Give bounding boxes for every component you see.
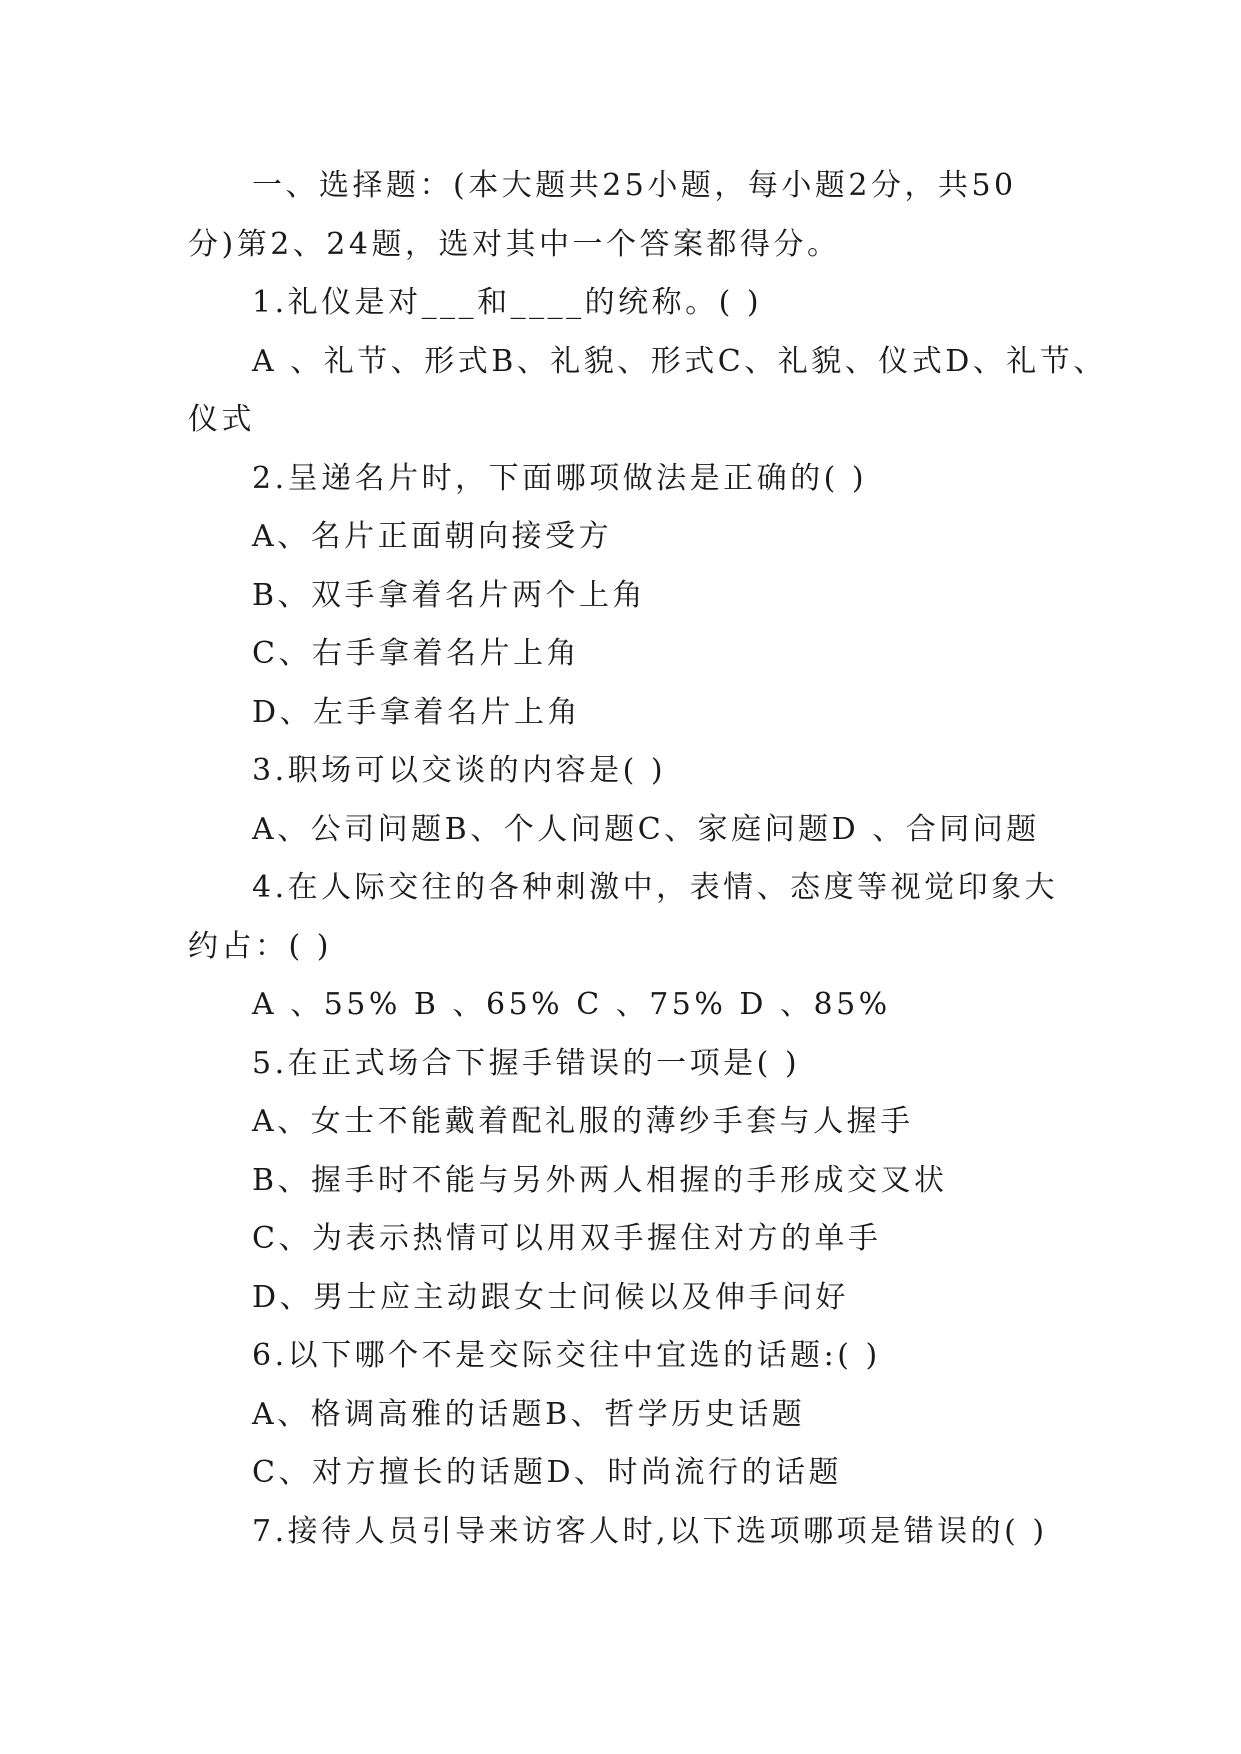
question-5-option-a: A、女士不能戴着配礼服的薄纱手套与人握手 xyxy=(252,1104,914,1139)
question-3-options: A、公司问题B、个人问题C、家庭问题D 、合同问题 xyxy=(252,811,1040,847)
question-7: 7.接待人员引导来访客人时,以下选项哪项是错误的( ) xyxy=(252,1513,1048,1549)
question-3: 3.职场可以交谈的内容是( ) xyxy=(252,753,667,788)
question-2: 2.呈递名片时，下面哪项做法是正确的( ) xyxy=(252,460,868,496)
section-heading-line-1: 一、选择题：(本大题共25小题，每小题2分，共50 xyxy=(252,168,1017,203)
question-5: 5.在正式场合下握手错误的一项是( ) xyxy=(252,1045,801,1081)
section-heading-line-2: 分)第2、24题，选对其中一个答案都得分。 xyxy=(188,226,841,262)
question-1-options-line-1: A 、礼节、形式B、礼貌、形式C、礼貌、仪式D、礼节、 xyxy=(252,343,1107,379)
question-2-option-b: B、双手拿着名片两个上角 xyxy=(252,577,647,613)
question-2-option-d: D、左手拿着名片上角 xyxy=(252,694,582,730)
question-4-options: A 、55% B 、65% C 、75% D 、85% xyxy=(252,987,891,1022)
question-5-option-c: C、为表示热情可以用双手握住对方的单手 xyxy=(252,1221,882,1256)
question-1-options-line-2: 仪式 xyxy=(188,402,255,437)
question-6: 6.以下哪个不是交际交往中宜选的话题:( ) xyxy=(252,1338,881,1373)
question-4-line-1: 4.在人际交往的各种刺激中，表情、态度等视觉印象大 xyxy=(252,870,1059,905)
question-5-option-b: B、握手时不能与另外两人相握的手形成交叉状 xyxy=(252,1162,948,1198)
question-5-option-d: D、男士应主动跟女士问候以及伸手问好 xyxy=(252,1279,850,1315)
question-2-option-a: A、名片正面朝向接受方 xyxy=(252,519,613,554)
question-6-options-line-2: C、对方擅长的话题D、时尚流行的话题 xyxy=(252,1455,843,1490)
question-2-option-c: C、右手拿着名片上角 xyxy=(252,636,580,671)
document-body xyxy=(188,157,1107,1561)
question-4-line-2: 约占：( ) xyxy=(188,928,332,964)
question-1: 1.礼仪是对___和____的统称。( ) xyxy=(252,285,763,320)
question-6-options-line-1: A、格调高雅的话题B、哲学历史话题 xyxy=(252,1396,806,1432)
